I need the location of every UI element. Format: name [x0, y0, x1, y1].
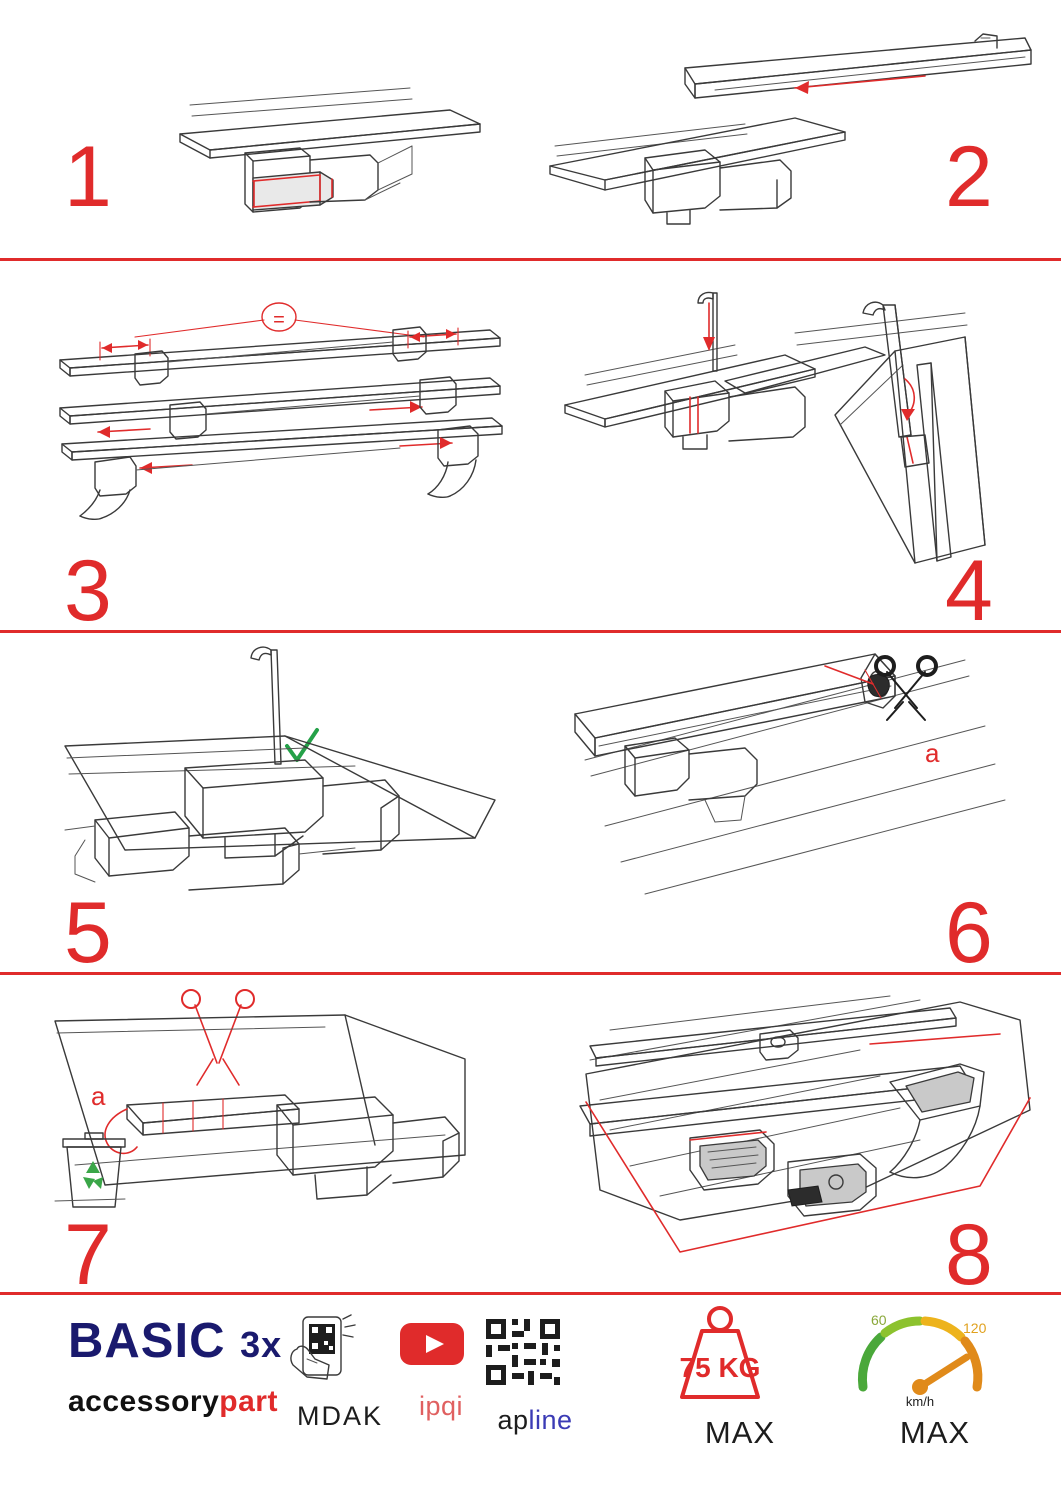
step-6-number: 6 [945, 885, 991, 981]
step-3-illustration [40, 290, 520, 520]
partner-apline-label [480, 1405, 590, 1436]
step-2-number: 2 [945, 129, 991, 225]
partner-apline-suffix: line [528, 1405, 573, 1435]
equal-sign-label: = [273, 309, 285, 331]
youtube-icon [396, 1315, 468, 1367]
step-1-number: 1 [64, 129, 110, 225]
step-4-illustration [565, 285, 1035, 565]
brand-quantity: 3x [240, 1324, 283, 1365]
footer-bar [0, 1295, 1061, 1500]
brand-model-name: BASIC [68, 1314, 226, 1368]
partner-apline[interactable] [480, 1315, 590, 1436]
strip-label-a-step6: a [925, 738, 940, 768]
speed-low-value: 60 [871, 1312, 887, 1328]
speed-max-label: MAX [899, 1415, 971, 1450]
weight-max-label: MAX [704, 1415, 776, 1450]
speed-unit: km/h [905, 1394, 935, 1409]
step-7-illustration [45, 985, 515, 1275]
section-divider-2 [0, 630, 1061, 633]
step-5-number: 5 [64, 885, 110, 981]
brand-name-accent: part [219, 1385, 278, 1418]
step-7-number: 7 [64, 1207, 110, 1303]
speed-limit-block [845, 1301, 1025, 1451]
step-8-number: 8 [945, 1207, 991, 1303]
partner-mdak[interactable] [285, 1315, 395, 1432]
brand-name [68, 1385, 282, 1419]
section-divider-3 [0, 972, 1061, 975]
section-divider-1 [0, 258, 1061, 261]
qr-hand-phone-icon [285, 1315, 375, 1393]
step-4-number: 4 [945, 543, 991, 639]
recycle-bin-icon [63, 1133, 125, 1207]
weight-value: 75 KG [679, 1352, 761, 1383]
brand-model [68, 1315, 282, 1371]
qr-code-icon [480, 1315, 566, 1395]
step-3-number: 3 [64, 543, 110, 639]
weight-limit-block [650, 1301, 830, 1451]
partner-ipqi-label: ipqi [418, 1391, 464, 1421]
step-6-illustration [565, 650, 1035, 900]
step-1-illustration [150, 50, 510, 240]
partner-apline-prefix: ap [497, 1405, 529, 1435]
speedometer-icon [845, 1301, 995, 1411]
weight-icon [650, 1301, 790, 1411]
partner-ipqi[interactable] [396, 1315, 486, 1422]
brand-block [68, 1315, 282, 1419]
partner-mdak-label: MDAK [296, 1401, 383, 1431]
strip-label-a-step7: a [91, 1081, 106, 1111]
speed-value: 120 [963, 1320, 987, 1336]
step-5-illustration [55, 640, 525, 910]
scissors-icon-red [182, 990, 254, 1085]
brand-name-main: accessory [68, 1385, 220, 1418]
